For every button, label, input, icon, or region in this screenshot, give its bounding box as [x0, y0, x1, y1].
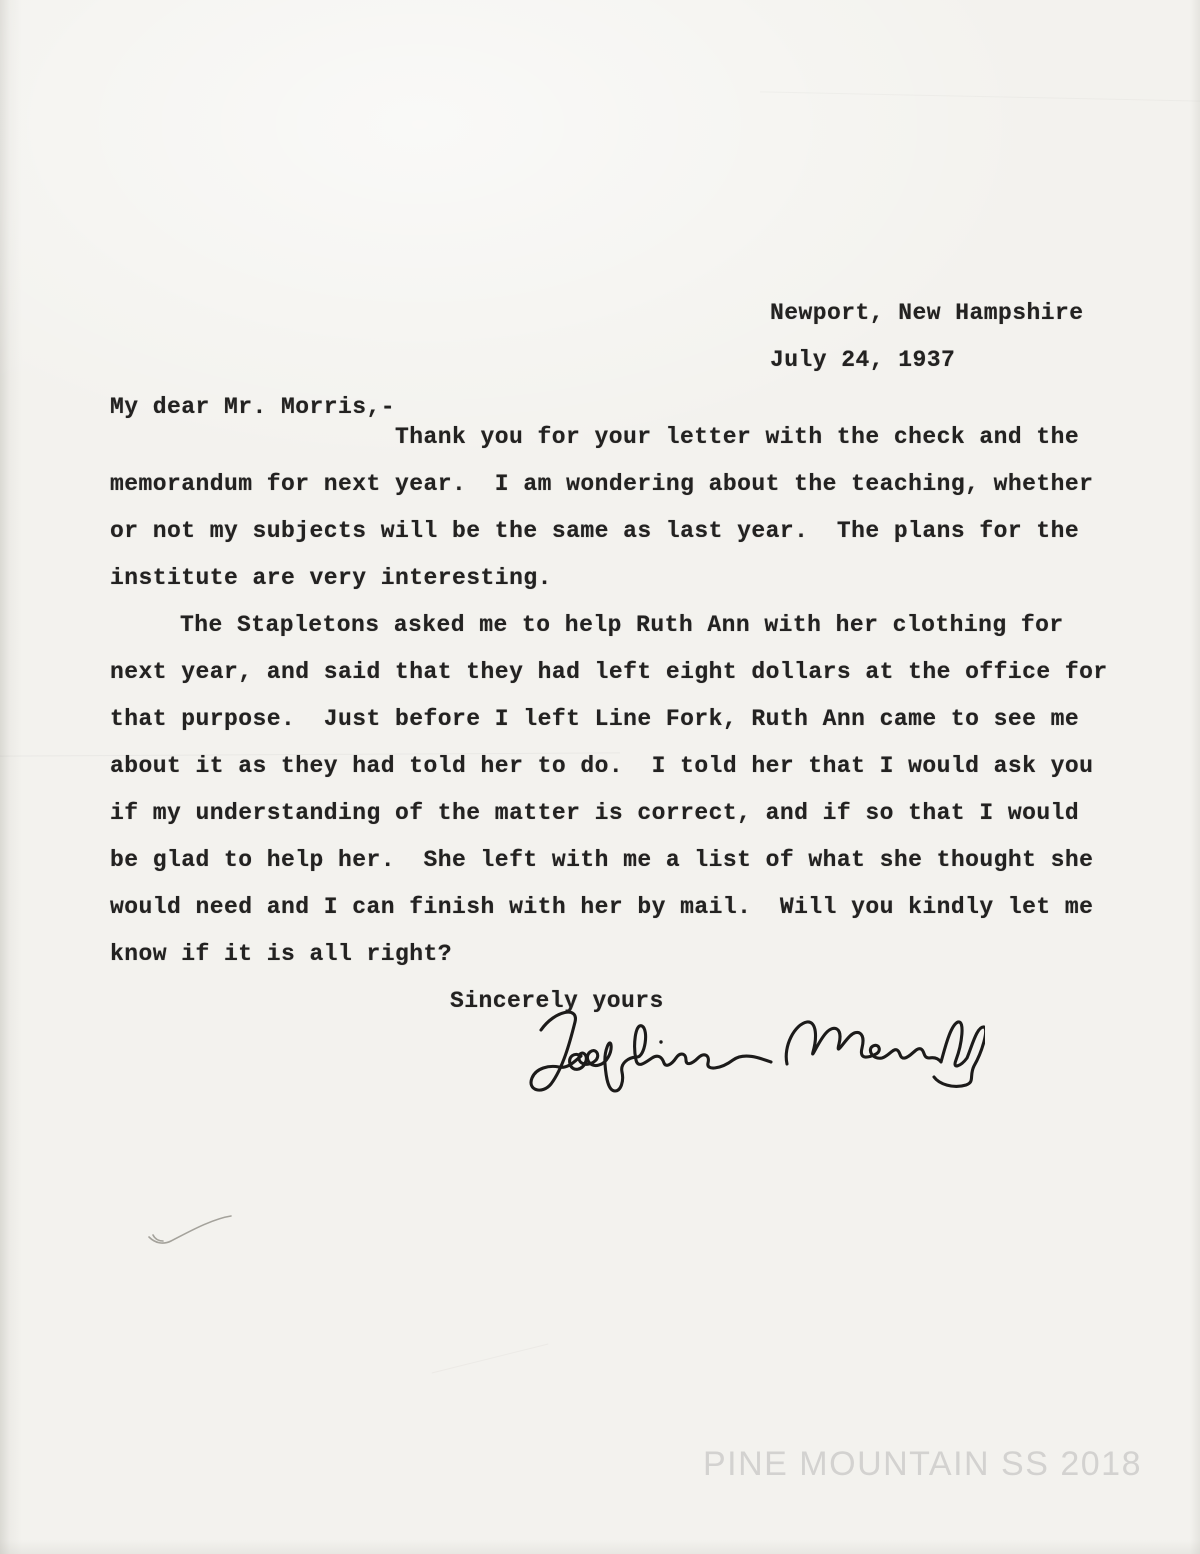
pencil-check-mark	[145, 1205, 265, 1250]
letter-heading	[110, 300, 1170, 394]
typed-line: about it as they had told her to do. I told her that I would ask you	[110, 753, 1094, 779]
closing-line: Sincerely yours	[450, 988, 664, 1014]
typed-line: next year, and said that they had left eight dollars at the office for	[110, 659, 1108, 685]
salutation: My dear Mr. Morris,-	[110, 394, 396, 420]
typed-line: institute are very interesting.	[110, 565, 552, 591]
typed-line: would need and I can finish with her by mail. Will you kindly let me	[110, 894, 1094, 920]
letter-body	[110, 300, 1170, 1035]
body-paragraph-2	[110, 612, 1170, 988]
paper-crease	[760, 91, 1200, 101]
handwritten-signature	[525, 1000, 985, 1100]
typed-line: The Stapletons asked me to help Ruth Ann with her clothing for	[180, 612, 1064, 638]
typed-line: be glad to help her. She left with me a list of what she thought she	[110, 847, 1094, 873]
body-paragraph-1	[110, 424, 1170, 612]
typed-line: know if it is all right?	[110, 941, 453, 967]
place-line: Newport, New Hampshire	[770, 300, 1084, 326]
date-line: July 24, 1937	[770, 347, 956, 373]
typed-line: or not my subjects will be the same as last year. The plans for the	[110, 518, 1080, 544]
paper-crease	[432, 1343, 549, 1373]
i-dot	[659, 1040, 662, 1043]
typed-line: Thank you for your letter with the check and the	[395, 424, 1080, 450]
typed-line: memorandum for next year. I am wondering about the teaching, whether	[110, 471, 1094, 497]
watermark-text: PINE MOUNTAIN SS 2018	[703, 1445, 1142, 1483]
typed-line: that purpose. Just before I left Line Fork, Ruth Ann came to see me	[110, 706, 1080, 732]
typed-line: if my understanding of the matter is correct, and if so that I would	[110, 800, 1080, 826]
